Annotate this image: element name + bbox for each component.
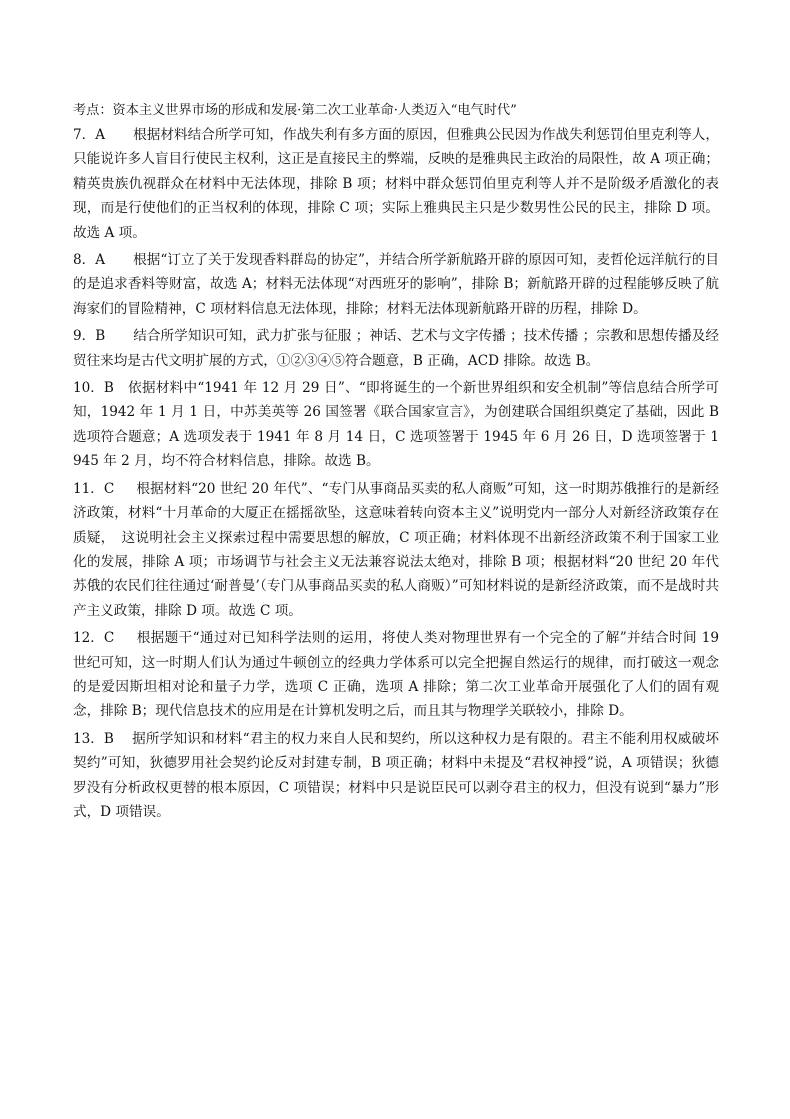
answer-explanation: 结合所学知识可知，武力扩张与征服 ；神话、艺术与文字传播 ；技术传播 ；宗教和思想传播及经贸往来均是古代文明扩展的方式，①②③④⑤符合题意，B 正确，ACD 排除。故选 B。: [73, 328, 719, 369]
answer-page: [73, 99, 719, 827]
answer-number: 11．C: [73, 480, 115, 497]
answer-number: 10．B: [73, 380, 114, 397]
answer-explanation: 根据“订立了关于发现香料群岛的协定”，并结合所学新航路开辟的原因可知，麦哲伦远洋航行的目的是追求香料等财富，故选 A；材料无法体现“对西班牙的影响”，排除 B；新航路开辟的过程能够反映了航海家们的冒险精神，C 项材料信息无法体现，排除；材料无法体现新航路开辟的历程，排除 D。: [73, 252, 719, 317]
answer-explanation: 据所学知识和材料“君主的权力来自人民和契约，所以这种权力是有限的。君主不能利用权威破坏契约”可知，狄德罗用社会契约论反对封建专制，B 项正确；材料中未提及“君权神授”说，A 项错误；狄德罗没有分析政权更替的根本原因，C 项错误；材料中只是说臣民可以剥夺君主的权力，但没有说到“暴力”形式，D 项错误。: [73, 730, 719, 820]
answer-item-8: [73, 248, 719, 321]
answer-explanation: 根据材料结合所学可知，作战失利有多方面的原因，但雅典公民因为作战失利惩罚伯里克利等人，只能说许多人盲目行使民主权利，这正是直接民主的弊端，反映的是雅典民主政治的局限性，故 A 项正确；精英贵族仇视群众在材料中无法体现，排除 B 项；材料中群众惩罚伯里克利等人并不是阶级矛盾激化的表现，而是行使他们的正当权利的体现，排除 C 项；实际上雅典民主只是少数男性公民的民主，排除 D 项。故选 A 项。: [73, 127, 719, 241]
answer-item-10: [73, 376, 719, 474]
answer-item-12: [73, 626, 719, 724]
kaodian-line: 考点：资本主义世界市场的形成和发展·第二次工业革命·人类迈入“电气时代”: [73, 103, 517, 118]
answer-explanation: 根据题干“通过对已知科学法则的运用，将使人类对物理世界有一个完全的了解”并结合时间 19 世纪可知，这一时期人们认为通过牛顿创立的经典力学体系可以完全把握自然运行的规律，而打破这一观念的是爱因斯坦相对论和量子力学，选项 C 正确，选项 A 排除；第二次工业革命开展强化了人们的固有观念，排除 B；现代信息技术的应用是在计算机发明之后，而且其与物理学关联较小，排除 D。: [73, 630, 719, 720]
answer-number: 13．B: [73, 730, 114, 747]
answer-number: 9．B: [73, 328, 106, 345]
answer-explanation: 依据材料中“1941 年 12 月 29 日”、“即将诞生的一个新世界组织和安全机制”等信息结合所学可知，1942 年 1 月 1 日，中苏美英等 26 国签署《联合国家宣言》，为创建联合国组织奠定了基础，因此 B 选项符合题意；A 选项发表于 1941 年 8 月 14 日，C 选项签署于 1945 年 6 月 26 日，D 选项签署于 1945 年 2 月，均不符合材料信息，排除。故选 B。: [73, 380, 719, 470]
answer-number: 12．C: [73, 630, 115, 647]
answer-item-7: [73, 123, 719, 245]
answer-explanation: 根据材料“20 世纪 20 年代”、“专门从事商品买卖的私人商贩”可知，这一时期苏俄推行的是新经济政策，材料“十月革命的大厦正在摇摇欲坠，这意味着转向资本主义”说明党内一部分人对新经济政策存在质疑， 这说明社会主义探索过程中需要思想的解放，C 项正确；材料体现不出新经济政策不利于国家工业化的发展，排除 A 项；市场调节与社会主义无法兼容说法太绝对，排除 B 项；根据材料“20 世纪 20 年代苏俄的农民们往往通过‘耐普曼’（专门从事商品买卖的私人商贩）”可知材料说的是新经济政策，而不是战时共产主义政策，排除 D 项。故选 C 项。: [73, 480, 719, 619]
answer-item-13: [73, 727, 719, 825]
answer-number: 7．A: [73, 127, 106, 143]
answer-number: 8．A: [73, 252, 106, 269]
answer-item-9: [73, 324, 719, 373]
answer-item-11: [73, 477, 719, 623]
